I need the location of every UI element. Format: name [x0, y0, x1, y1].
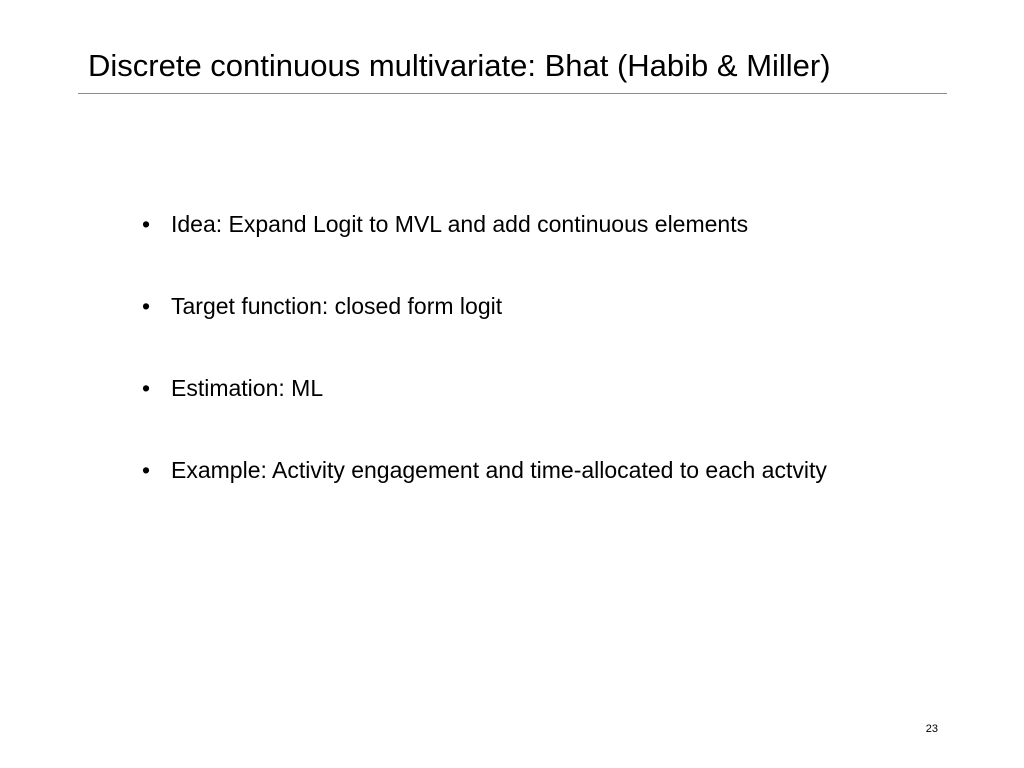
slide-number: 23 — [925, 723, 938, 735]
bullet-dot-icon: • — [142, 211, 151, 237]
bullet-list — [142, 206, 922, 488]
bullet-item-estimation — [142, 370, 922, 406]
bullet-text: Target function: closed form logit — [171, 293, 503, 319]
bullet-dot-icon: • — [142, 375, 151, 401]
bullet-item-example — [142, 452, 922, 488]
bullet-text: Idea: Expand Logit to MVL and add continuous elements — [171, 211, 749, 237]
bullet-item-idea — [142, 206, 922, 242]
bullet-text: Estimation: ML — [171, 375, 324, 401]
bullet-dot-icon: • — [142, 293, 151, 319]
slide-title: Discrete continuous multivariate: Bhat (Habib & Miller) — [88, 48, 831, 83]
bullet-dot-icon: • — [142, 457, 151, 483]
title-divider — [78, 93, 947, 94]
bullet-text: Example: Activity engagement and time-allocated to each actvity — [171, 457, 827, 483]
bullet-item-target-function — [142, 288, 922, 324]
